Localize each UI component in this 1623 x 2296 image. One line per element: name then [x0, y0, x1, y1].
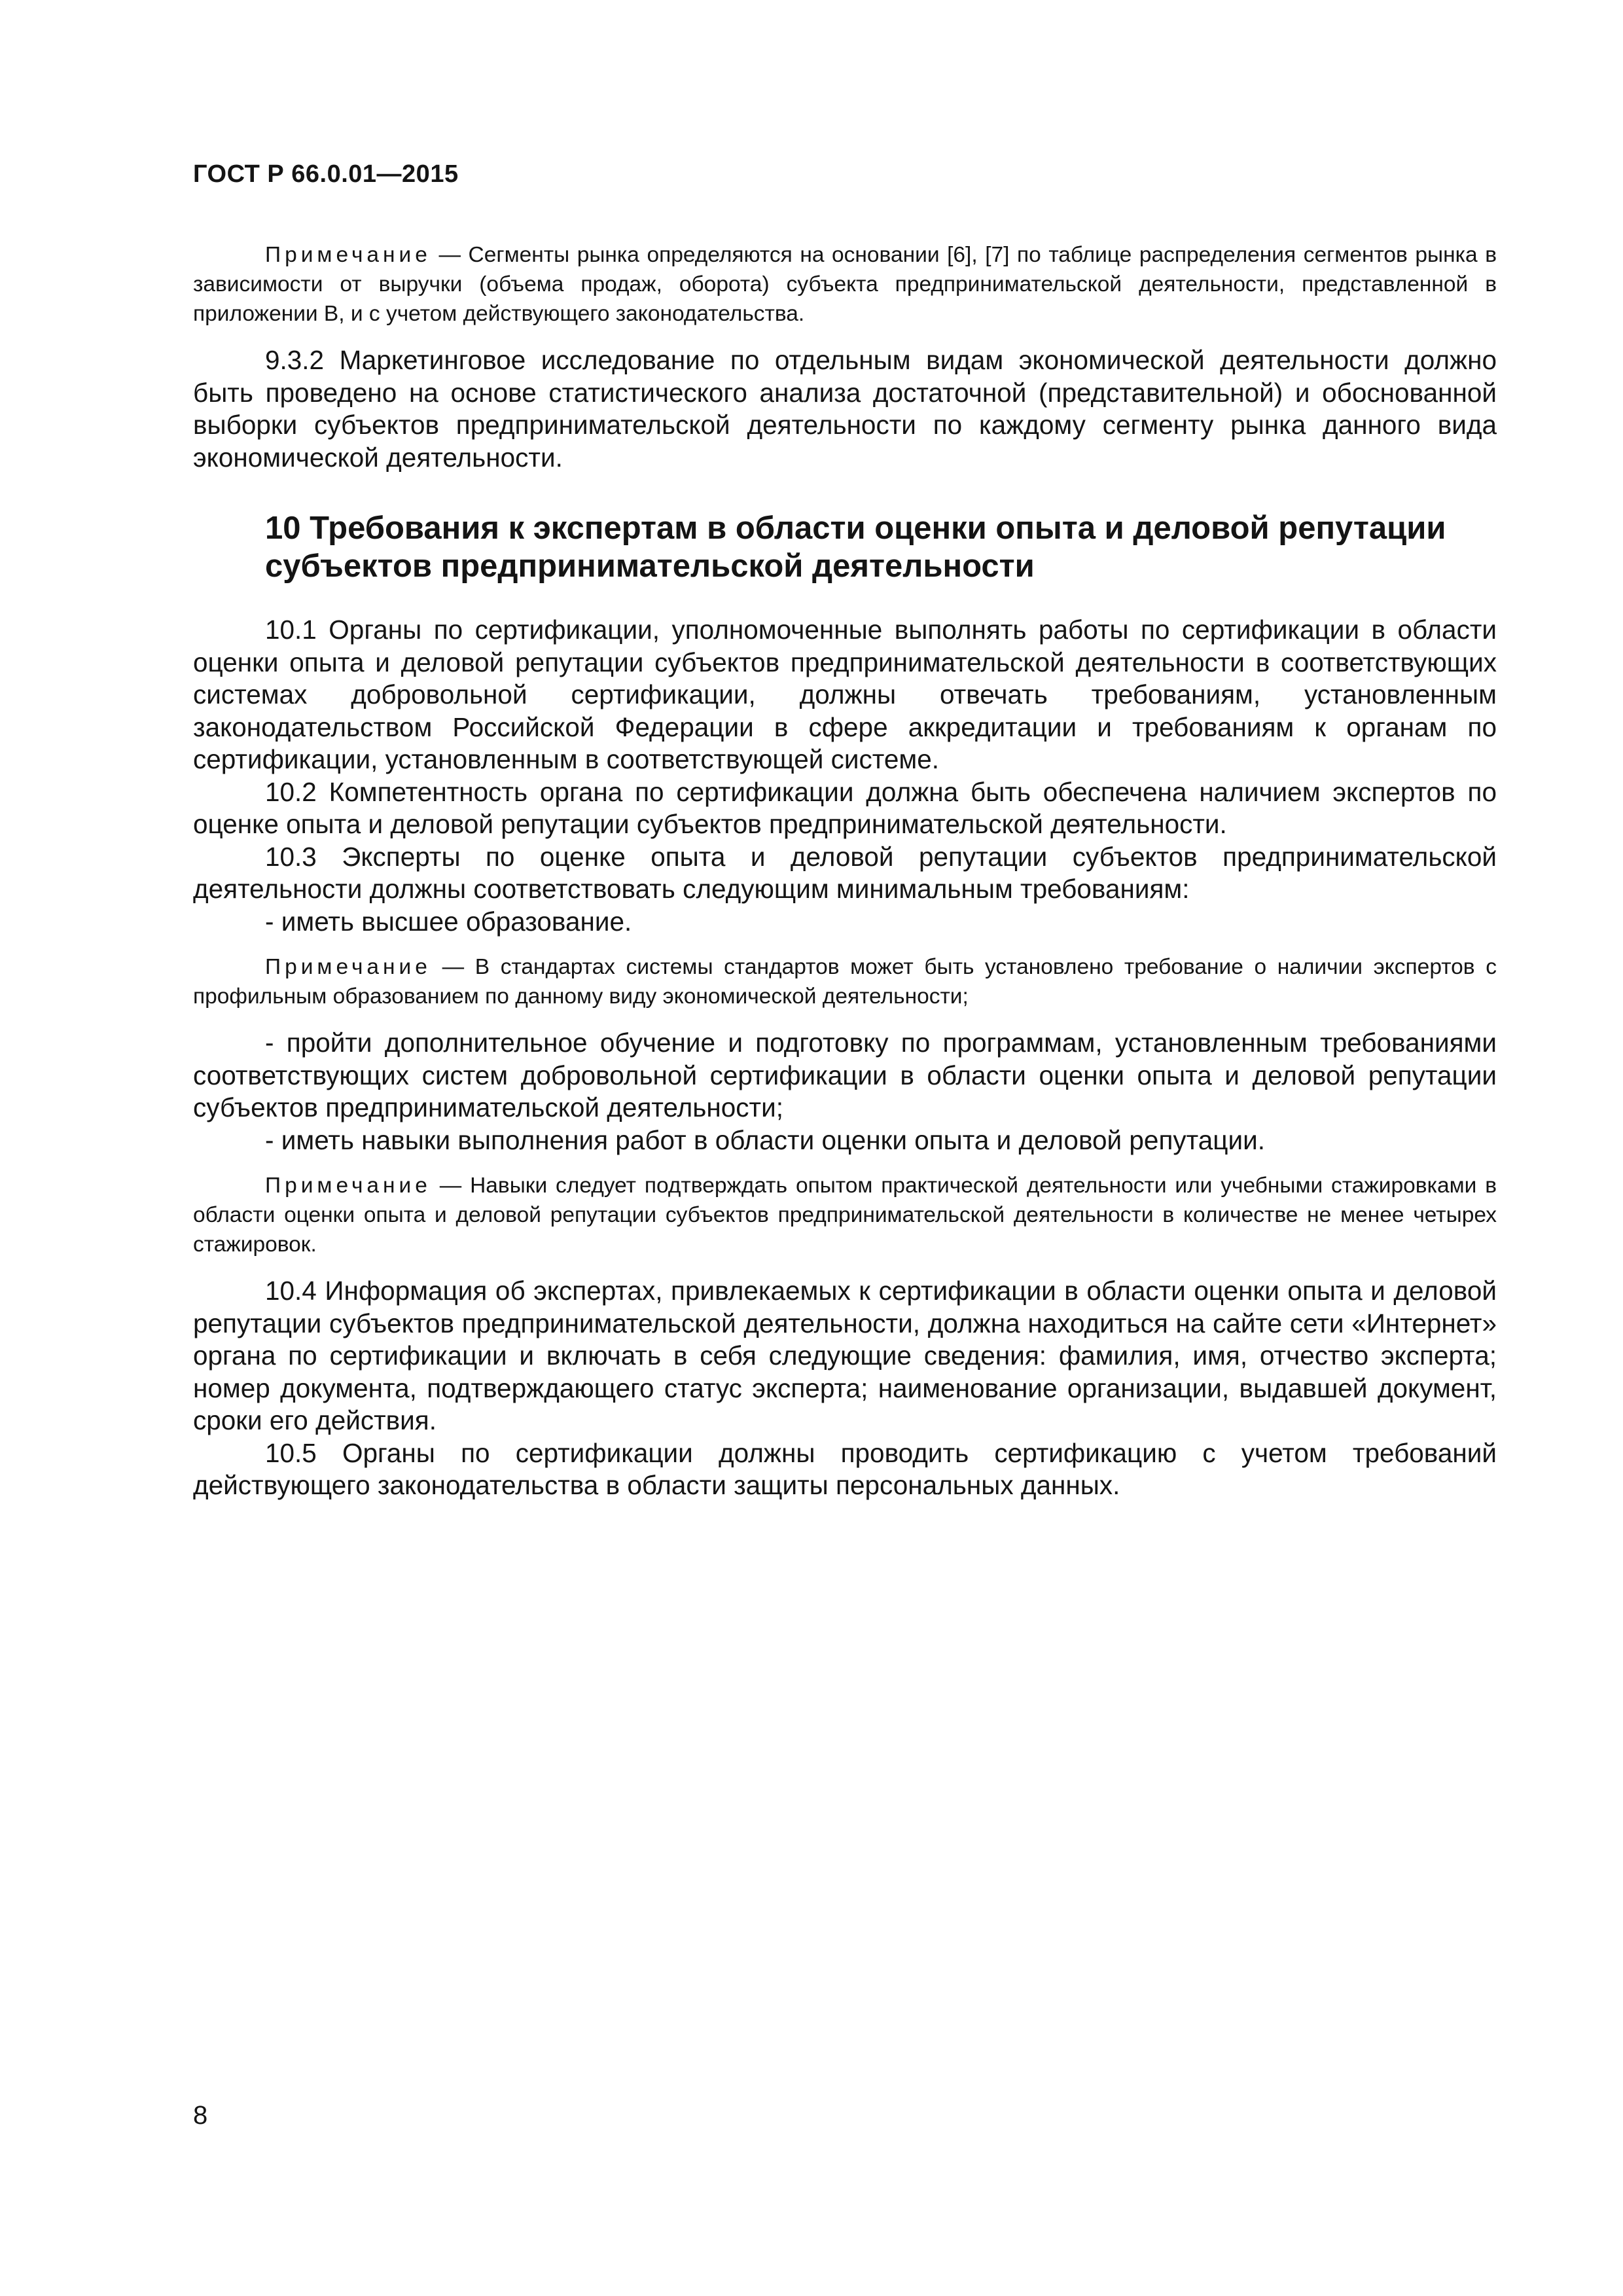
- note-text: — В стандартах системы стандартов может быть установлено требование о наличии экспертов с профильным образованием по данному виду экономической деятельности;: [193, 955, 1497, 1009]
- paragraph-10-5: 10.5 Органы по сертификации должны проводить сертификацию с учетом требований действующего законодательства в области защиты персональных данных.: [193, 1437, 1497, 1500]
- paragraph-10-4: 10.4 Информация об экспертах, привлекаемых к сертификации в области оценки опыта и деловой репутации субъектов предпринимательской деятельности, должна находиться на сайте сети «Интернет» органа по сертификации и включать в себя следующие сведения: фамилия, имя, отчество эксперта; номер документа, подтверждающего статус эксперта; наименование организации, выдавшей документ, сроки его действия.: [193, 1276, 1497, 1435]
- note-label: Примечание: [265, 1174, 431, 1198]
- page-number: 8: [193, 2101, 208, 2130]
- paragraph-10-3: 10.3 Эксперты по оценке опыта и деловой репутации субъектов предпринимательской деятельности должны соответствовать следующим минимальным требованиям:: [193, 841, 1497, 904]
- note-label: Примечание: [265, 243, 431, 267]
- paragraph-9-3-2: 9.3.2 Маркетинговое исследование по отдельным видам экономической деятельности должно быть проведено на основе статистического анализа достаточной (представительной) и обоснованной выборки субъектов предпринимательской деятельности по каждому сегменту рынка данного вида экономической деятельности.: [193, 345, 1497, 473]
- requirement-work-skills: - иметь навыки выполнения работ в области оценки опыта и деловой репутации.: [265, 1124, 1265, 1155]
- paragraph-10-1: 10.1 Органы по сертификации, уполномоченные выполнять работы по сертификации в области оценки опыта и деловой репутации субъектов предпринимательской деятельности в соответствующих системах добровольной сертификации, должны отвечать требованиям, установленным законодательством Российской Федерации в сфере аккредитации и требованиям к органам по сертификации, установленным в соответствующей системе.: [193, 615, 1497, 774]
- document-code: ГОСТ Р 66.0.01—2015: [193, 160, 459, 188]
- page-content: [193, 226, 1497, 1502]
- note-profile-education: [193, 952, 1497, 1011]
- note-label: Примечание: [265, 955, 431, 979]
- requirement-additional-training: - пройти дополнительное обучение и подготовку по программам, установленным требованиями соответствующих систем добровольной сертификации в области оценки опыта и деловой репутации субъектов предпринимательской деятельности;: [193, 1028, 1497, 1122]
- note-text: — Сегменты рынка определяются на основании [6], [7] по таблице распределения сегментов рынка в зависимости от выручки (объема продаж, оборота) субъекта предпринимательской деятельности, представленной в приложении В, и с учетом действующего законодательства.: [193, 243, 1497, 326]
- note-text: — Навыки следует подтверждать опытом практической деятельности или учебными стажировками в области оценки опыта и деловой репутации субъектов предпринимательской деятельности в количестве не менее четырех стажировок.: [193, 1174, 1497, 1257]
- section-10-heading: 10 Требования к экспертам в области оценки опыта и деловой репутации субъектов предпринимательской деятельности: [265, 511, 1446, 584]
- requirement-higher-education: - иметь высшее образование.: [265, 906, 632, 937]
- note-skills-confirmation: [193, 1171, 1497, 1259]
- paragraph-10-2: 10.2 Компетентность органа по сертификации должна быть обеспечена наличием экспертов по оценке опыта и деловой репутации субъектов предпринимательской деятельности.: [193, 776, 1497, 839]
- note-market-segments: [193, 240, 1497, 329]
